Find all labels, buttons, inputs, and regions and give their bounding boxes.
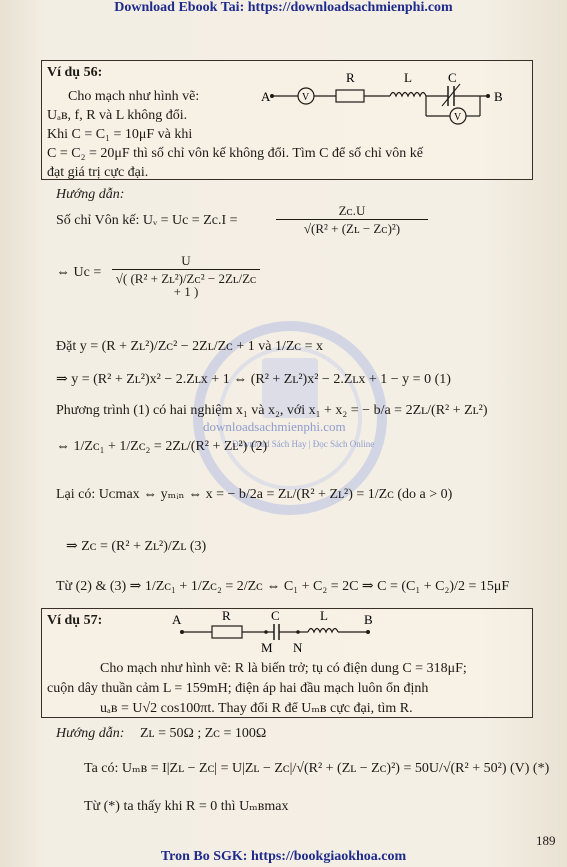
circuit-57-label-a: A [172, 612, 182, 627]
solution-57-step-1: Ta có: Uₘʙ = I|Zʟ − Zᴄ| = U|Zʟ − Zᴄ|/√(R² + (Zʟ − Zᴄ)²) = 50U/√(R² + 50²) (V) (*) [84, 761, 550, 776]
solution-56-step-8: ⇒ Zᴄ = (R² + Zʟ²)/Zʟ (3) [66, 539, 207, 554]
solution-56-step-5: Phương trình (1) có hai nghiệm x₁ và x₂, với x₁ + x₂ = − b/a = 2Zʟ/(R² + Zʟ²) [56, 403, 488, 418]
solution-56-step-6: ⇔ 1/Zᴄ₁ + 1/Zᴄ₂ = 2Zʟ/(R² + Zʟ²) (2) [56, 439, 268, 454]
footer-link[interactable]: Tron Bo SGK: https://bookgiaokhoa.com [160, 849, 407, 864]
solution-57-step-2: Từ (*) ta thấy khi R = 0 thì Uₘʙmax [84, 799, 289, 814]
watermark-site: downloadsachmienphi.com [203, 419, 346, 434]
circuit-56-label-r: R [346, 70, 355, 85]
solution-56-fraction-1: $\frac{\text{Zᴄ.U}}{\text{√(R² + (Zʟ − Zᴄ)²)}}$ [276, 204, 428, 235]
example-56-line-4: C = C₂ = 20μF thì số chỉ vôn kế không đổi. Tìm C để số chỉ vôn kế [47, 146, 423, 161]
circuit-57-label-c: C [271, 610, 280, 623]
circuit-57-label-m: M [261, 640, 273, 655]
circuit-56-voltmeter-label: V [454, 112, 462, 123]
circuit-56-label-a: A [261, 89, 271, 104]
solution-56-step-4: ⇒ y = (R² + Zʟ²)x² − 2.Zʟx + 1 ⇔ (R² + Zʟ²)x² − 2.Zʟx + 1 − y = 0 (1) [56, 372, 451, 387]
circuit-56-diagram [258, 70, 520, 128]
solution-56-step-1: Số chỉ Vôn kế: Uᵥ = Uc = Zc.I = [56, 213, 238, 228]
circuit-56-label-c: C [448, 70, 457, 85]
example-57-line-3: uₐʙ = U√2 cos100πt. Thay đổi R để Uₘʙ cực đại, tìm R. [100, 701, 413, 716]
circuit-56-label-l: L [404, 70, 412, 85]
solution-56-step-2: ⇔ Uc = [56, 265, 102, 280]
solution-56-step-3: Đặt y = (R + Zʟ²)/Zᴄ² − 2Zʟ/Zᴄ + 1 và 1/Zᴄ = x [56, 339, 323, 354]
example-56-line-1: Cho mạch như hình vẽ: [68, 89, 200, 104]
example-56-title: Ví dụ 56: [47, 65, 103, 80]
circuit-57-label-l: L [320, 610, 328, 623]
solution-56-fraction-2: $\frac{U}{\text{√( (R² + Zʟ²)/Zᴄ² − 2Zʟ/Zᴄ + 1 )}}$ [112, 254, 260, 298]
circuit-57-label-b: B [364, 612, 373, 627]
circuit-57-label-r: R [222, 610, 231, 623]
circuit-56-ammeter-label: V [302, 92, 310, 103]
page-number: 189 [536, 833, 556, 848]
solution-57-given: Zʟ = 50Ω ; Zᴄ = 100Ω [140, 726, 267, 741]
solution-56-step-7: Lại có: Uᴄmax ⇔ yₘᵢₙ ⇔ x = − b/2a = Zʟ/(R² + Zʟ²) = 1/Zᴄ (do a > 0) [56, 487, 453, 502]
solution-56-guide: Hướng dẫn: [56, 187, 125, 202]
circuit-57-diagram [168, 610, 388, 656]
example-56-line-2: Uₐʙ, f, R và L không đổi. [47, 108, 188, 123]
circuit-56-label-b: B [494, 89, 503, 104]
example-57-line-1: Cho mạch như hình vẽ: R là biến trở; tụ có điện dung C = 318μF; [100, 661, 467, 676]
solution-56-step-9: Từ (2) & (3) ⇒ 1/Zᴄ₁ + 1/Zᴄ₂ = 2/Zᴄ ⇔ C₁ + C₂ = 2C ⇒ C = (C₁ + C₂)/2 = 15μF [56, 579, 510, 594]
solution-57-guide: Hướng dẫn: [56, 726, 125, 741]
watermark-tagline: Download Sách Hay | Đọc Sách Online [232, 439, 375, 449]
circuit-57-label-n: N [293, 640, 303, 655]
example-57-line-2: cuộn dây thuần cảm L = 159mH; điện áp hai đầu mạch luôn ổn định [47, 681, 429, 696]
example-56-line-3: Khi C = C₁ = 10μF và khi [47, 127, 193, 142]
example-57-title: Ví dụ 57: [47, 613, 103, 628]
header-download-link[interactable]: Download Ebook Tai: https://downloadsachmienphi.com [114, 0, 453, 15]
example-56-line-5: đạt giá trị cực đại. [47, 165, 149, 180]
